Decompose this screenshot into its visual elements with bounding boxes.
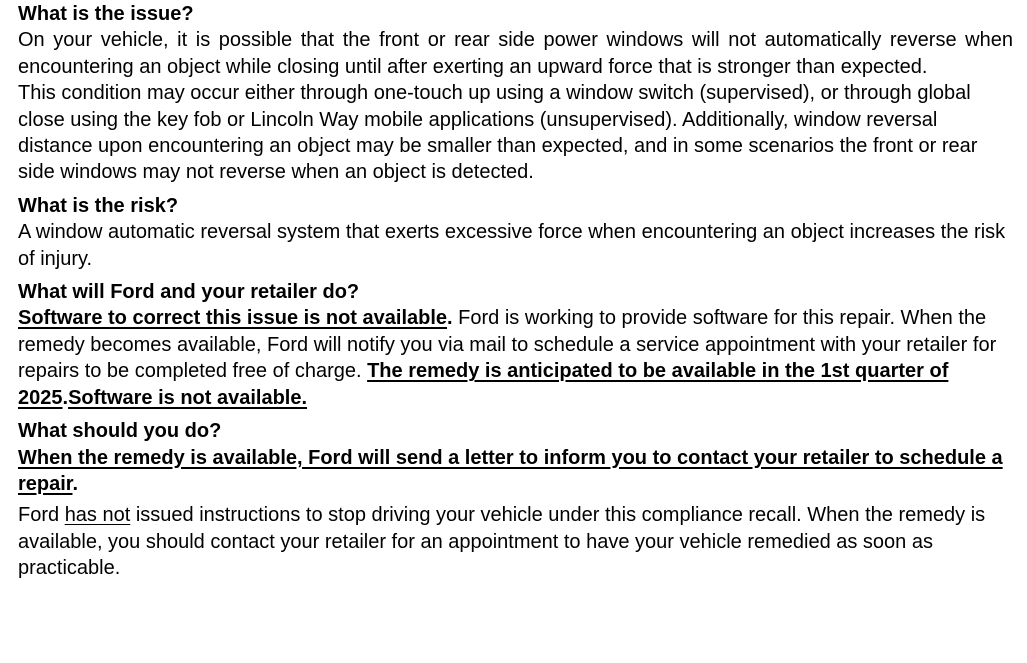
letter-notice-period: . xyxy=(72,472,79,495)
recall-notice xyxy=(18,1,1013,582)
issue-section xyxy=(18,1,1013,186)
ford-action-section xyxy=(18,279,1013,411)
remedy-date-period: . xyxy=(62,386,69,409)
your-action-heading: What should you do? xyxy=(18,420,222,443)
software-unavailable-notice: Software to correct this issue is not available xyxy=(18,307,448,330)
ford-action-heading: What will Ford and your retailer do? xyxy=(18,281,360,304)
driving-post: issued instructions to stop driving your vehicle under this compliance recall. When the remedy is available, you should contact your retailer for an appointment to have your vehicle remedied as soon as practicable. xyxy=(18,504,986,580)
risk-heading: What is the risk? xyxy=(18,194,179,217)
ford-action-body: Ford is working to provide software for this repair. When the remedy becomes available, Ford will notify you via mail to schedule a service appointment with your retailer for repairs to be completed free of charge. xyxy=(18,307,997,383)
remedy-date-notice: The remedy is anticipated to be available in the 1st quarter of 2025 xyxy=(18,360,949,409)
driving-emphasis: has not xyxy=(64,504,131,527)
issue-heading: What is the issue? xyxy=(18,3,194,25)
letter-notice-paragraph xyxy=(18,445,1013,498)
risk-paragraph: A window automatic reversal system that exerts excessive force when encountering an object increases the risk of injury. xyxy=(18,221,1006,270)
risk-section xyxy=(18,193,1013,272)
issue-paragraph-2: This condition may occur either through one-touch up using a window switch (supervised), or through global close using the key fob or Lincoln Way mobile applications (unsupervised). Additionally, window reversal distance upon encountering an object may be smaller than expected, and in some scenarios the front or rear side windows may not reverse when an object is detected. xyxy=(18,82,978,184)
letter-notice: When the remedy is available, Ford will send a letter to inform you to contact your retailer to schedule a repair xyxy=(18,446,1003,495)
driving-pre: Ford xyxy=(18,504,65,527)
software-status-notice: Software is not available. xyxy=(68,386,308,409)
your-action-section xyxy=(18,418,1013,581)
software-unavailable-period: . xyxy=(447,307,453,330)
ford-action-paragraph xyxy=(18,305,1013,411)
issue-paragraph-1: On your vehicle, it is possible that the front or rear side power windows will not automatically reverse when encountering an object while closing until after exerting an upward force that is stronger than expected. xyxy=(18,29,1013,78)
driving-instructions-paragraph xyxy=(18,502,1013,581)
